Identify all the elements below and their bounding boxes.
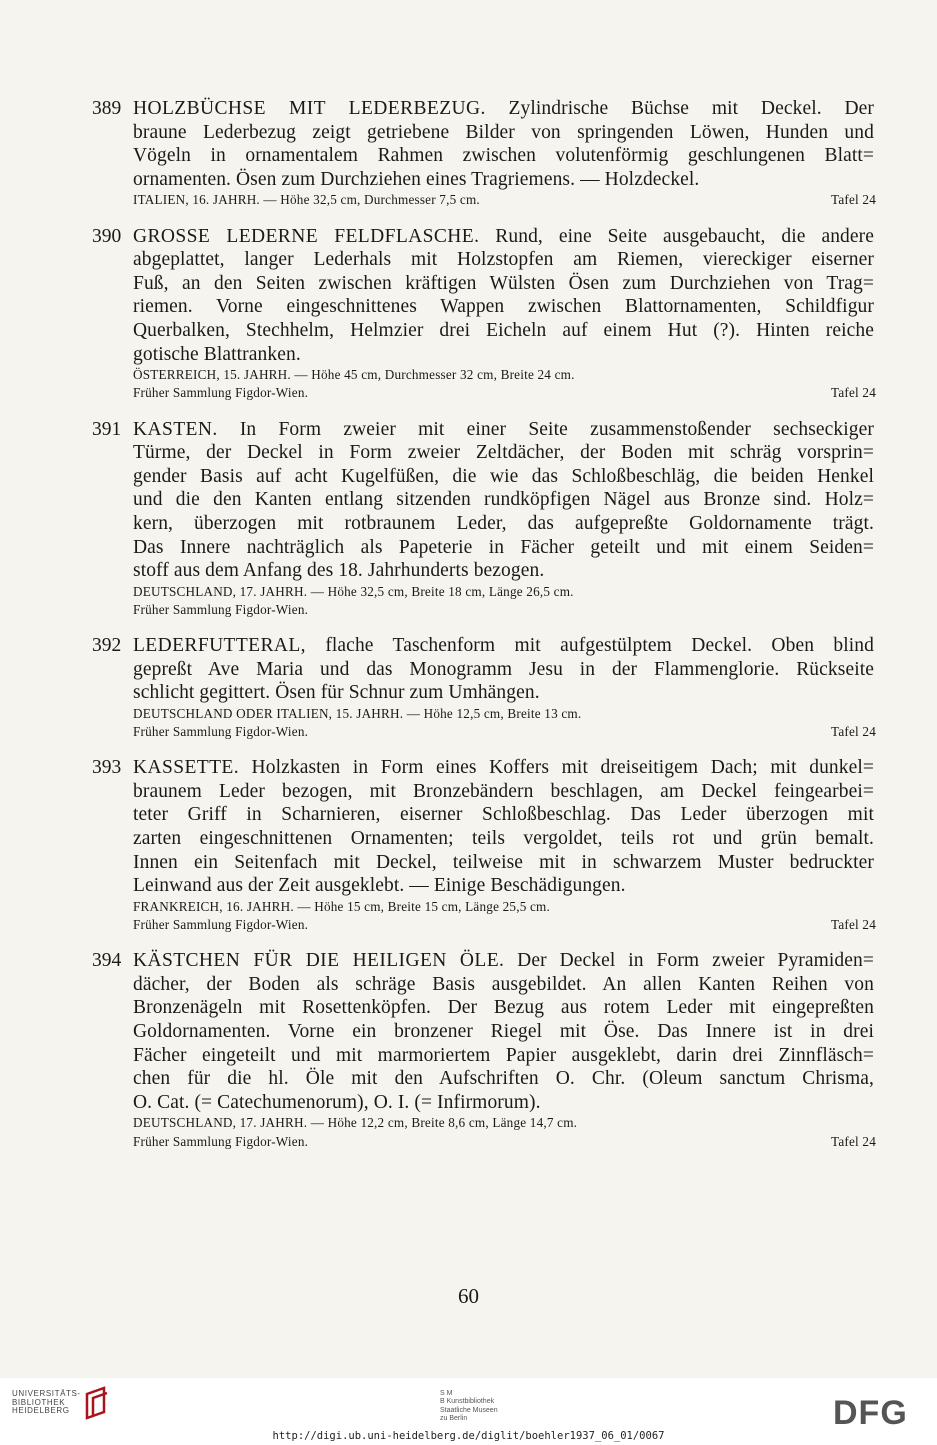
provenance-text: Früher Sammlung Figdor-Wien. [133,724,309,740]
description-line: braunem Leder bezogen, mit Bronzebändern beschlagen, am Deckel feingearbei= [133,780,874,802]
description-line [133,418,874,442]
catalog-entry [92,634,874,741]
description-line: kern, überzogen mit rotbraunem Leder, das aufgepreßte Goldornamente trägt. [133,512,874,534]
description-line: zarten eingeschnittenen Ornamenten; teils vergoldet, teils rot und grün bemalt. [133,828,874,850]
description-text: Holzkasten in Form eines Koffers mit dreiseitigem Dach; mit dunkel= [238,757,874,779]
source-url-link[interactable]: http://digi.ub.uni-heidelberg.de/diglit/boehler1937_06_01/0067 [272,1430,665,1442]
university-library-logo[interactable] [12,1390,81,1416]
description-text: Zylindrische Büchse mit Deckel. Der [485,98,874,119]
description-line: Türme, der Deckel in Form zweier Zeltdächer, der Boden mit schräg vorsprin= [133,442,874,464]
stamp-line: zu Berlin [440,1415,468,1423]
entry-number: 390 [92,225,122,247]
stamp-line: B Kunstbibliothek [440,1398,495,1406]
plate-reference: Tafel 24 [831,192,876,208]
provenance-text: Früher Sammlung Figdor-Wien. [133,917,309,933]
catalog-entry [92,756,874,934]
library-emblem-icon [84,1386,110,1420]
description-line: Bronzenägeln mit Rosettenköpfen. Der Bezug aus rotem Leder mit eingepreßten [133,997,874,1019]
provenance-text: DEUTSCHLAND ODER ITALIEN, 15. JAHRH. — Höhe 12,5 cm, Breite 13 cm. [133,705,582,721]
description-line: Querbalken, Stechhelm, Helmzier drei Eicheln auf einem Hut (?). Hinten reiche [133,319,874,341]
description-line: Leinwand aus der Zeit ausgeklebt. — Einige Beschädigungen. [133,875,626,897]
description-line: Goldornamenten. Vorne ein bronzener Riegel mit Öse. Das Innere ist in drei [133,1021,874,1043]
entry-body [133,418,874,620]
catalog-entry [92,949,874,1151]
description-line: stoff aus dem Anfang des 18. Jahrhunderts bezogen. [133,560,545,582]
description-text: flache Taschenform mit aufgestülptem Deckel. Oben blind [305,635,874,657]
description-line: Fuß, an den Seiten zwischen kräftigen Wülsten Ösen zum Durchziehen von Trag= [133,272,874,294]
entry-number: 389 [92,98,122,119]
entry-metadata [133,1114,874,1132]
description-line: gotische Blattranken. [133,343,301,365]
description-line: gender Basis auf acht Kugelfüßen, die wie das Schloßbeschläg, die beiden Henkel [133,465,874,487]
provenance-text: DEUTSCHLAND, 17. JAHRH. — Höhe 32,5 cm, Breite 18 cm, Länge 26,5 cm. [133,583,574,599]
catalog-entry [92,418,874,620]
entry-number: 394 [92,950,122,972]
catalog-entry [92,225,874,403]
plate-reference: Tafel 24 [831,724,876,740]
description-text: Der Deckel in Form zweier Pyramiden= [504,950,874,972]
description-line [133,756,874,780]
entry-metadata [133,583,874,601]
plate-reference: Tafel 24 [831,385,876,401]
entry-body [133,756,874,934]
entry-body [133,225,874,403]
description-line: riemen. Vorne eingeschnittenes Wappen zwischen Blattornamenten, Schildfigur [133,296,874,318]
entry-metadata [133,366,874,384]
description-line [133,97,874,121]
library-logo-line: HEIDELBERG [12,1406,70,1416]
entry-metadata [133,384,874,402]
entry-title: KÄSTCHEN FÜR DIE HEILIGEN ÖLE. [133,950,505,972]
entry-body [133,634,874,741]
catalog-entry [92,97,874,210]
description-line: O. Cat. (= Catechumenorum), O. I. (= Infirmorum). [133,1091,541,1113]
description-line: braune Lederbezug zeigt getriebene Bilder von springenden Löwen, Hunden und [133,121,874,143]
entry-metadata [133,1133,874,1151]
entry-number: 392 [92,635,122,657]
stamp-line: S M [440,1390,453,1397]
digitization-footer [0,1378,937,1445]
description-line [133,225,874,249]
provenance-text: ITALIEN, 16. JAHRH. — Höhe 32,5 cm, Durchmesser 7,5 cm. [133,192,480,208]
museum-library-stamp [440,1390,498,1424]
description-line [133,949,874,973]
provenance-text: FRANKREICH, 16. JAHRH. — Höhe 15 cm, Breite 15 cm, Länge 25,5 cm. [133,898,551,914]
description-line: teter Griff in Scharnieren, eiserner Schloßbeschlag. Das Leder überzogen mit [133,804,874,826]
entry-metadata [133,898,874,916]
description-line: Innen ein Seitenfach mit Deckel, teilweise mit in schwarzem Muster bedruckter [133,851,874,873]
entry-number: 391 [92,418,122,440]
stamp-line: Staatliche Museen [440,1406,498,1414]
description-line: Vögeln in ornamentalem Rahmen zwischen volutenförmig geschlungenen Blatt= [133,145,874,167]
plate-reference: Tafel 24 [831,1133,876,1149]
entry-title: KASSETTE. [133,757,239,779]
plate-reference: Tafel 24 [831,917,876,933]
description-line: chen für die hl. Öle mit den Aufschriften O. Chr. (Oleum sanctum Chrisma, [133,1068,874,1090]
library-logo-line: BIBLIOTHEK [12,1397,66,1407]
entry-title: KASTEN. [133,418,218,440]
description-line: abgeplattet, langer Lederhals mit Holzstopfen am Riemen, viereckiger eiserner [133,249,874,271]
provenance-text: Früher Sammlung Figdor-Wien. [133,1133,309,1149]
provenance-text: Früher Sammlung Figdor-Wien. [133,385,309,401]
dfg-logo[interactable]: DFG [833,1394,908,1432]
entry-title: HOLZBÜCHSE MIT LEDERBEZUG. [133,98,486,119]
description-line: und die den Kanten entlang sitzenden rundköpfigen Nägel aus Bronze sind. Holz= [133,489,874,511]
entry-title: GROSSE LEDERNE FELDFLASCHE. [133,225,480,247]
description-line: dächer, der Boden als schräge Basis ausgebildet. An allen Kanten Reihen von [133,973,874,995]
entry-body [133,949,874,1151]
description-line: schlicht gegittert. Ösen für Schnur zum Umhängen. [133,682,540,704]
entry-title: LEDERFUTTERAL, [133,635,306,657]
description-text: Rund, eine Seite ausgebaucht, die andere [479,225,874,247]
entry-metadata [133,601,874,619]
description-line [133,634,874,658]
description-line: Das Innere nachträglich als Papeterie in Fächer geteilt und mit einem Seiden= [133,536,874,558]
page-number: 60 [458,1284,479,1308]
entry-metadata [133,705,874,723]
description-line: gepreßt Ave Maria und das Monogramm Jesu in der Flammenglorie. Rückseite [133,658,874,680]
catalog-entries [92,97,874,1166]
description-text: In Form zweier mit einer Seite zusammenstoßender sechseckiger [217,418,874,440]
provenance-text: Früher Sammlung Figdor-Wien. [133,601,309,617]
description-line: Fächer eingeteilt und mit marmoriertem Papier ausgeklebt, darin drei Zinnfläsch= [133,1044,874,1066]
entry-number: 393 [92,757,122,779]
entry-metadata [133,191,874,209]
entry-metadata [133,723,874,741]
provenance-text: DEUTSCHLAND, 17. JAHRH. — Höhe 12,2 cm, Breite 8,6 cm, Länge 14,7 cm. [133,1115,578,1131]
library-logo-line: UNIVERSITÄTS- [12,1389,81,1398]
entry-body [133,97,874,210]
description-line: ornamenten. Ösen zum Durchziehen eines Tragriemens. — Holzdeckel. [133,168,700,190]
provenance-text: ÖSTERREICH, 15. JAHRH. — Höhe 45 cm, Durchmesser 32 cm, Breite 24 cm. [133,367,575,383]
entry-metadata [133,916,874,934]
